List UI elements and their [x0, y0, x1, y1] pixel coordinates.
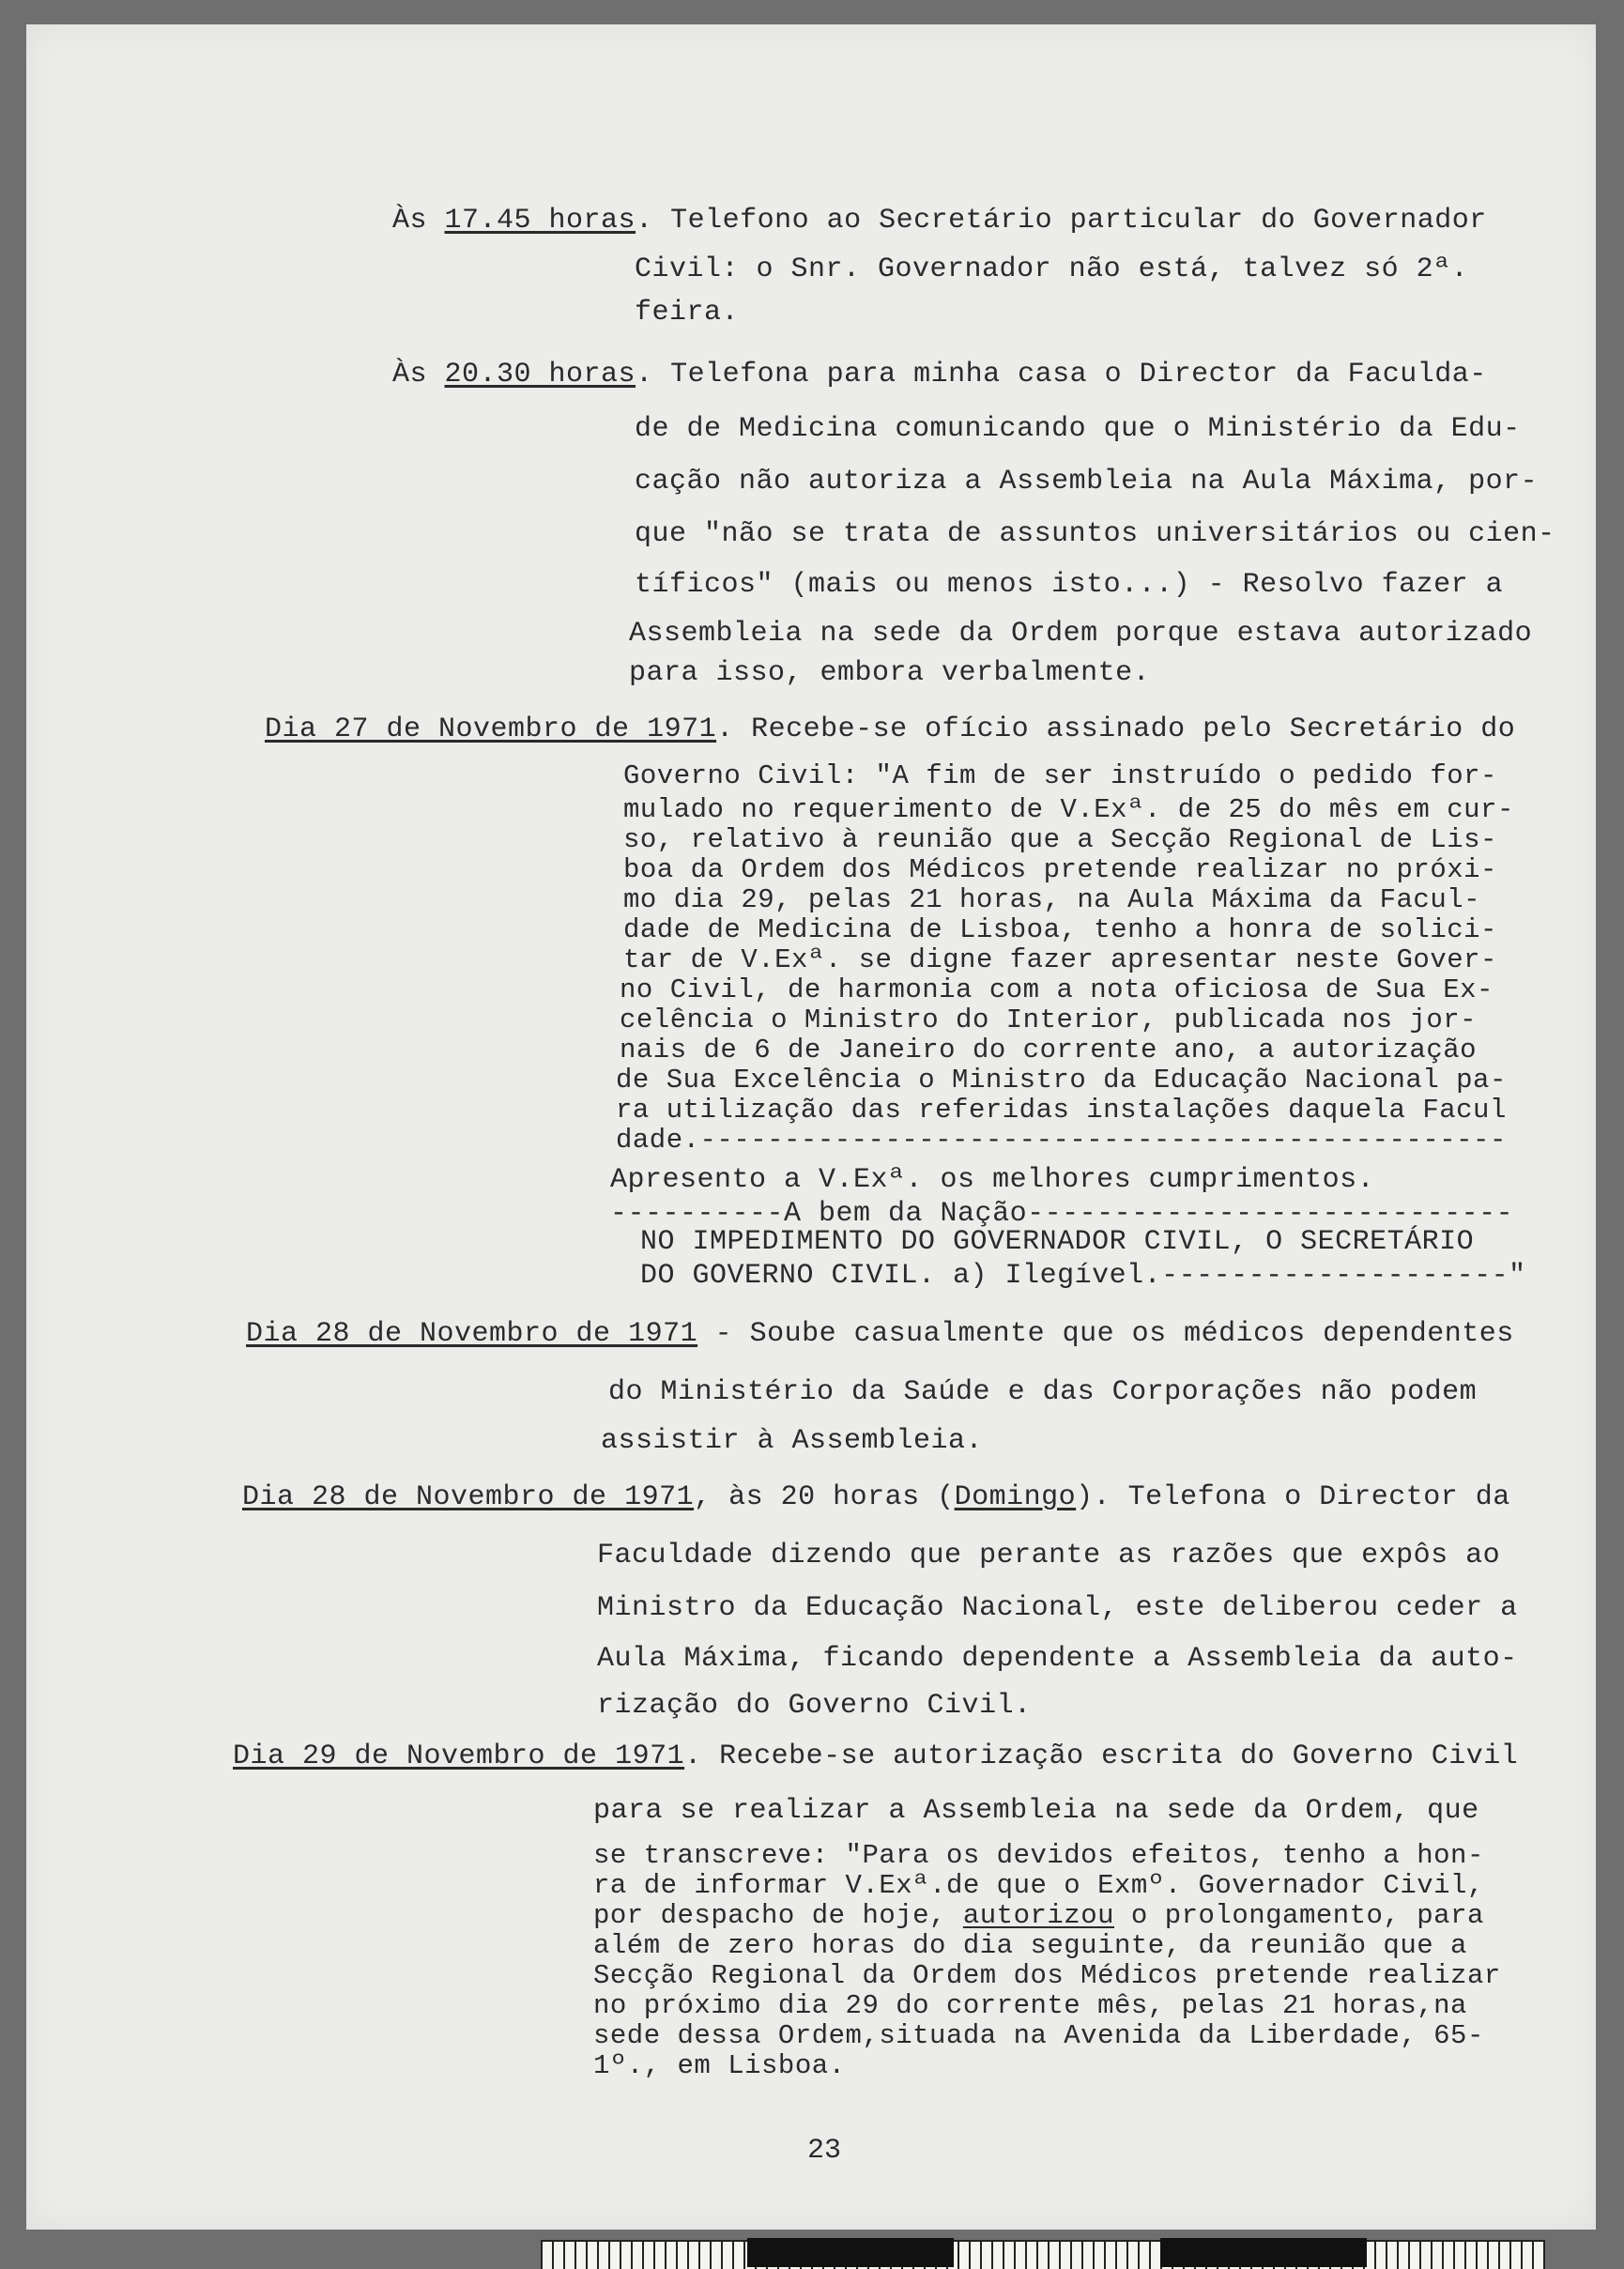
text-run: Assembleia na sede da Ordem porque estava autorizado	[629, 618, 1533, 650]
text-run: feira.	[635, 297, 740, 329]
text-run: nais de 6 de Janeiro do corrente ano, a autorização	[620, 1035, 1478, 1066]
text-line	[265, 713, 1515, 745]
text-run: ra utilização das referidas instalações daquela Facul	[616, 1095, 1507, 1126]
text-line	[635, 569, 1503, 601]
text-line	[629, 618, 1532, 650]
text-run: para se realizar a Assembleia na sede da Ordem, que	[593, 1795, 1479, 1827]
text-line	[640, 1260, 1526, 1292]
text-run: além de zero horas do dia seguinte, da reunião que a	[593, 1930, 1467, 1961]
text-run: Aula Máxima, ficando dependente a Assembleia da auto-	[597, 1643, 1518, 1675]
text-line	[616, 1127, 1507, 1155]
text-run: DO GOVERNO CIVIL. a) Ilegível.--------------------"	[640, 1260, 1526, 1292]
text-run: Ministro da Educação Nacional, este deliberou ceder a	[597, 1592, 1518, 1624]
text-run: celência o Ministro do Interior, publicada nos jor-	[620, 1004, 1478, 1035]
document-page	[26, 24, 1596, 2230]
text-run: de Sua Excelência o Ministro da Educação Nacional pa-	[616, 1065, 1507, 1096]
text-line	[616, 1066, 1507, 1095]
text-run: dade.------------------------------------------------	[616, 1125, 1507, 1156]
text-run: Faculdade dizendo que perante as razões que expôs ao	[597, 1540, 1501, 1571]
text-run: por despacho de hoje,	[593, 1900, 963, 1931]
text-run: rização do Governo Civil.	[597, 1690, 1032, 1722]
text-run: . Telefono ao Secretário particular do Governador	[636, 205, 1487, 237]
text-line	[593, 1932, 1467, 1960]
text-run: . Recebe-se autorização escrita do Governo Civil	[684, 1740, 1519, 1772]
page-number: 23	[807, 2135, 842, 2167]
text-line	[597, 1643, 1518, 1675]
text-run: no próximo dia 29 do corrente mês, pelas 21 horas,na	[593, 1990, 1467, 2021]
text-run: ra de informar V.Exª.de que o Exmº. Governador Civil,	[593, 1870, 1484, 1901]
text-run: mo dia 29, pelas 21 horas, na Aula Máxima da Facul-	[623, 884, 1481, 915]
text-line	[593, 1902, 1484, 1930]
text-run: Às	[392, 205, 445, 237]
text-line	[635, 297, 739, 329]
text-line	[629, 657, 1150, 689]
text-run: , às 20 horas (	[694, 1481, 955, 1513]
text-line	[623, 856, 1497, 884]
text-line	[593, 1842, 1484, 1870]
text-run: para isso, embora verbalmente.	[629, 657, 1151, 689]
text-run: - Soube casualmente que os médicos dependentes	[697, 1318, 1514, 1350]
text-line	[593, 1992, 1467, 2020]
text-run: que "não se trata de assuntos universitários ou cien-	[635, 518, 1555, 550]
ruler-black-segment	[747, 2238, 954, 2267]
underlined-text: 20.30 horas	[444, 359, 636, 391]
text-line	[610, 1198, 1513, 1230]
text-line	[620, 976, 1494, 1004]
text-line	[597, 1540, 1500, 1571]
text-line	[635, 466, 1538, 498]
text-run: boa da Ordem dos Médicos pretende realizar no próxi-	[623, 854, 1497, 885]
text-run: NO IMPEDIMENTO DO GOVERNADOR CIVIL, O SECRETÁRIO	[640, 1226, 1475, 1258]
text-line	[635, 518, 1555, 550]
underlined-text: Dia 28 de Novembro de 1971	[246, 1318, 698, 1350]
text-line	[601, 1425, 983, 1457]
scale-ruler	[541, 2240, 1545, 2269]
text-line	[233, 1740, 1518, 1772]
text-run: de de Medicina comunicando que o Ministério da Edu-	[635, 413, 1521, 445]
underlined-text: Domingo	[954, 1481, 1077, 1513]
text-line	[635, 253, 1468, 285]
text-run: Civil: o Snr. Governador não está, talvez só 2ª.	[635, 253, 1469, 285]
text-line	[246, 1318, 1514, 1350]
underlined-text: autorizou	[962, 1900, 1115, 1931]
text-line	[242, 1481, 1510, 1513]
text-line	[623, 886, 1480, 914]
text-line	[608, 1376, 1477, 1408]
text-run: assistir à Assembleia.	[601, 1425, 984, 1457]
text-run: tíficos" (mais ou menos isto...) - Resolvo fazer a	[635, 569, 1504, 601]
text-run: . Telefona para minha casa o Director da Faculda-	[636, 359, 1487, 391]
text-run: Governo Civil: "A fim de ser instruído o pedido for-	[623, 760, 1497, 791]
text-line	[623, 762, 1497, 790]
text-line	[593, 1872, 1484, 1900]
text-line	[616, 1096, 1507, 1125]
text-line	[597, 1690, 1032, 1722]
text-line	[620, 1006, 1477, 1035]
text-line	[593, 1795, 1479, 1827]
text-run: tar de V.Exª. se digne fazer apresentar neste Gover-	[623, 944, 1497, 975]
text-run: . Recebe-se ofício assinado pelo Secretário do	[716, 713, 1516, 745]
text-line	[392, 205, 1487, 237]
text-line	[620, 1036, 1477, 1065]
text-run: no Civil, de harmonia com a nota oficiosa de Sua Ex-	[620, 974, 1494, 1005]
text-line	[593, 1962, 1501, 1990]
text-run: se transcreve: "Para os devidos efeitos, tenho a hon-	[593, 1840, 1484, 1871]
underlined-text: Dia 29 de Novembro de 1971	[233, 1740, 685, 1772]
text-run: 1º., em Lisboa.	[593, 2050, 846, 2081]
text-run: do Ministério da Saúde e das Corporações não podem	[608, 1376, 1478, 1408]
text-run: so, relativo à reunião que a Secção Regional de Lis-	[623, 824, 1497, 855]
text-run: ----------A bem da Nação----------------------------	[610, 1198, 1514, 1230]
text-run: mulado no requerimento de V.Exª. de 25 do mês em cur-	[623, 794, 1514, 825]
underlined-text: Dia 27 de Novembro de 1971	[265, 713, 717, 745]
text-run: sede dessa Ordem,situada na Avenida da Liberdade, 65-	[593, 2020, 1484, 2051]
text-run: Apresento a V.Exª. os melhores cumprimentos.	[610, 1164, 1375, 1196]
text-line	[623, 796, 1514, 824]
underlined-text: Dia 28 de Novembro de 1971	[242, 1481, 695, 1513]
text-line	[623, 826, 1497, 854]
text-run: Secção Regional da Ordem dos Médicos pretende realizar	[593, 1960, 1501, 1991]
text-line	[610, 1164, 1374, 1196]
text-line	[635, 413, 1521, 445]
text-run: ). Telefona o Director da	[1076, 1481, 1510, 1513]
text-line	[597, 1592, 1518, 1624]
text-line	[593, 2052, 846, 2080]
text-line	[623, 916, 1497, 944]
text-line	[392, 359, 1487, 391]
text-line	[623, 946, 1497, 974]
text-line	[640, 1226, 1474, 1258]
text-run: cação não autoriza a Assembleia na Aula Máxima, por-	[635, 466, 1539, 498]
text-run: Às	[392, 359, 445, 391]
underlined-text: 17.45 horas	[444, 205, 636, 237]
ruler-black-segment	[1160, 2238, 1367, 2267]
text-line	[593, 2022, 1484, 2050]
text-run: dade de Medicina de Lisboa, tenho a honra de solici-	[623, 914, 1497, 945]
text-run: o prolongamento, para	[1114, 1900, 1484, 1931]
